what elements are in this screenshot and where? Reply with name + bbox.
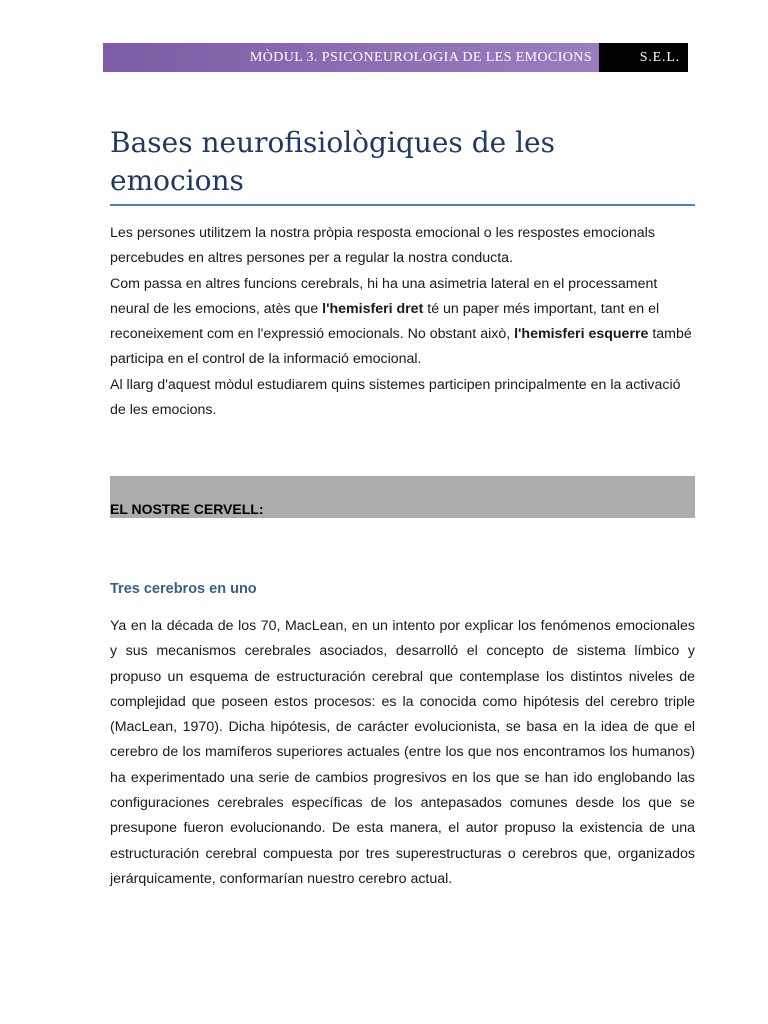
page-title: Bases neurofisiològiques de les emocions	[110, 126, 555, 197]
emphasis-right-hemisphere: l'hemisferi dret	[322, 300, 424, 317]
page-header	[103, 43, 688, 72]
intro-text-span: té un paper més important, tant en el reconeixement com en l'expressió emocionals. No obstant això,	[110, 300, 660, 343]
subsection-heading: Tres cerebros en uno	[110, 581, 257, 597]
title-divider	[110, 204, 695, 206]
emphasis-left-hemisphere: l'hemisferi esquerre	[514, 326, 649, 343]
intro-paragraph	[110, 272, 695, 373]
section-title: EL NOSTRE CERVELL:	[110, 501, 264, 517]
intro-text-span: també participa en el control de la informació emocional.	[110, 326, 692, 368]
module-title: MÒDUL 3. PSICONEUROLOGIA DE LES EMOCIONS	[103, 43, 599, 72]
body-paragraph: Ya en la década de los 70, MacLean, en un intento por explicar los fenómenos emocionales y sus mecanismos cerebrales asociados, desarrolló el concepto de sistema límbico y propuso un esquema de estructuración cerebral que contemplase los distintos niveles de complejidad que poseen estos procesos: es la conocida como hipótesis del cerebro triple (MacLean, 1970). Dicha hipótesis, de carácter evolucionista, se basa en la idea de que el cerebro de los mamíferos superiores actuales (entre los que nos encontramos los humanos) ha experimentado una serie de cambios progresivos en los que se han ido englobando las configuraciones cerebrales específicas de los antepasados comunes desde los que se presupone fueron evolucionando. De esta manera, el autor propuso la existencia de una estructuración cerebral compuesta por tres superestructuras o cerebros que, organizados jerárquicamente, conformarían nuestro cerebro actual.	[110, 618, 695, 887]
intro-paragraph: Al llarg d'aquest mòdul estudiarem quins sistemes participen principalmente en la activació de les emocions.	[110, 376, 681, 419]
intro-paragraph: Les persones utilitzem la nostra pròpia resposta emocional o les respostes emocionals percebudes en altres persones per a regular la nostra conducta.	[110, 225, 655, 267]
intro-text-span: Com passa en altres funcions cerebrals, hi ha una asimetria lateral en el processament neural de les emocions, atès que	[110, 275, 658, 317]
course-code: S.E.L.	[599, 43, 688, 72]
intro-text	[110, 221, 695, 423]
